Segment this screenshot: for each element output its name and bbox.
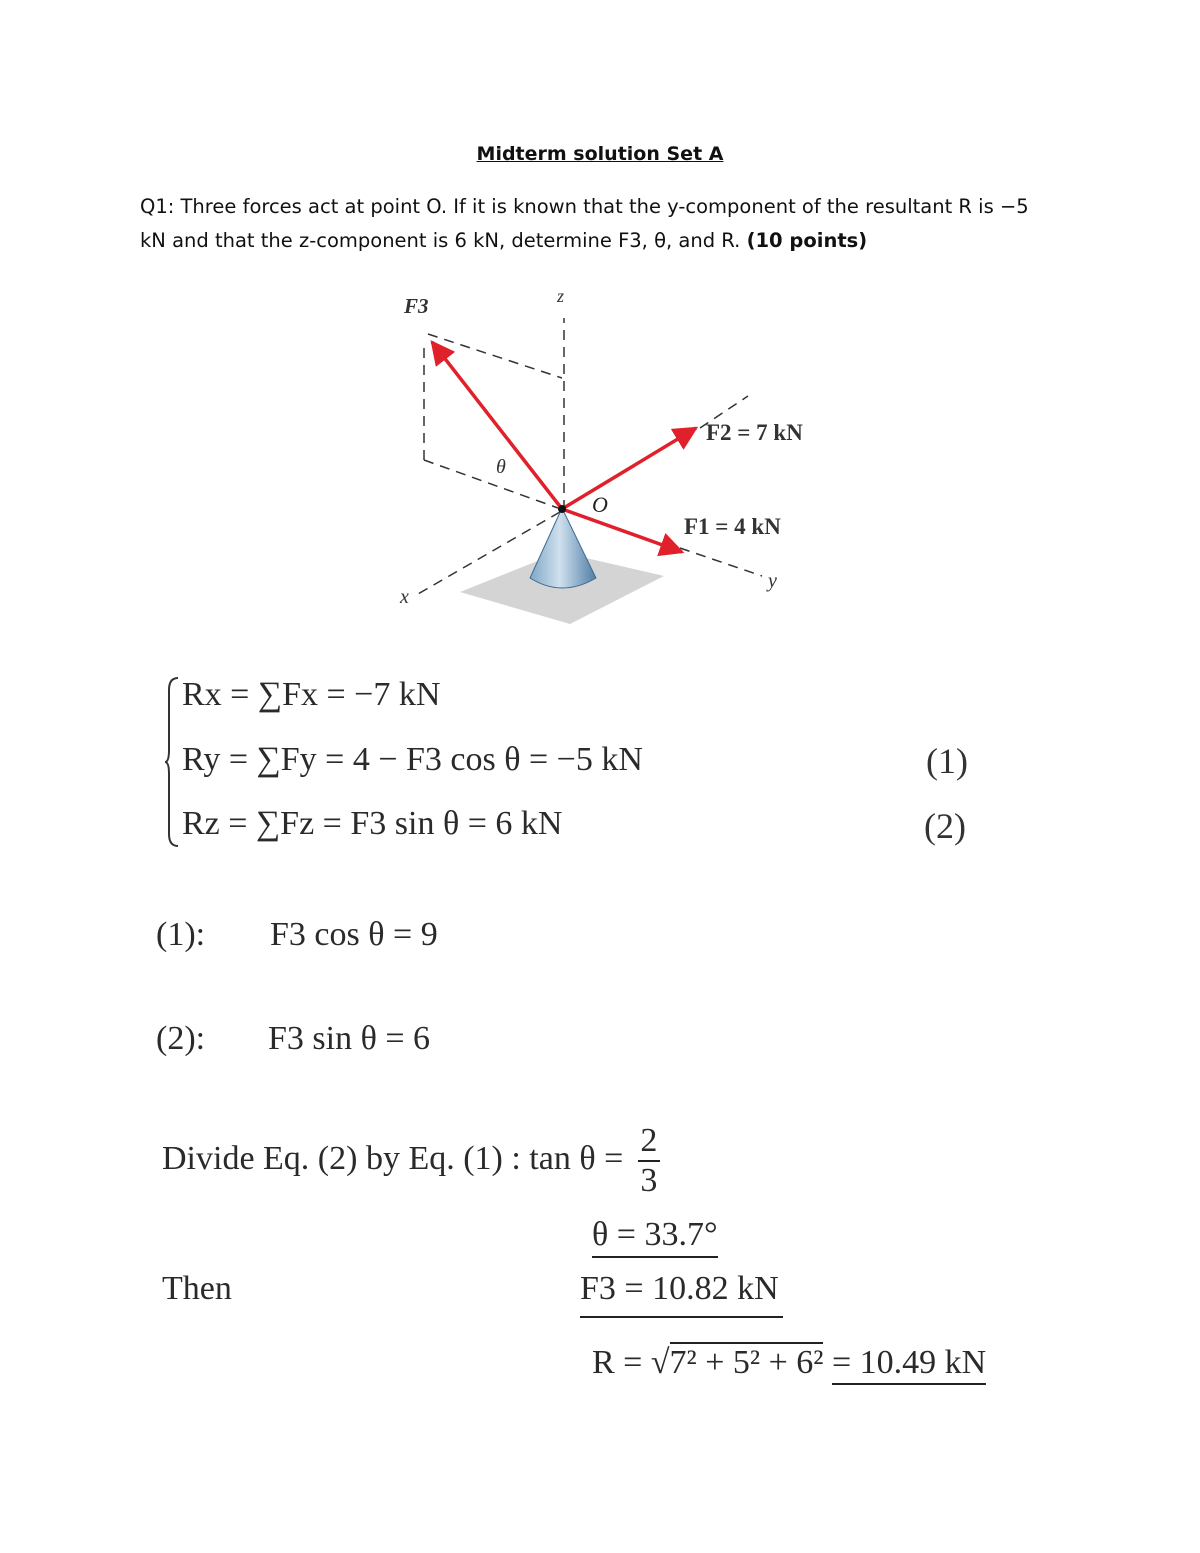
point-o-label: O (592, 492, 608, 517)
fraction-denominator: 3 (640, 1162, 658, 1199)
f3-projection-bottom (424, 460, 558, 508)
r-lhs: R = (592, 1344, 643, 1381)
axis-z-label: z (557, 286, 565, 306)
divide-statement (162, 1124, 660, 1198)
step2-expression: F3 sin θ = 6 (268, 1020, 431, 1057)
r-result-value: = 10.49 kN (832, 1344, 986, 1385)
f2-label: F2 = 7 kN (706, 420, 803, 445)
f3-projection-top (428, 334, 562, 378)
force-f2-arrow (562, 428, 696, 509)
step2-label: (2): (156, 1020, 206, 1057)
fraction (638, 1124, 660, 1198)
support-cone (530, 508, 596, 588)
equation-rx: Rx = ∑Fx = −7 kN (182, 676, 441, 713)
equation-brace (165, 676, 179, 848)
equation-number-2: (2) (924, 806, 966, 846)
force-f3-arrow (432, 342, 562, 509)
y-axis-line (680, 548, 762, 576)
r-result-line (592, 1344, 986, 1382)
f3-label: F3 (404, 294, 429, 318)
equation-number-1: (1) (926, 741, 968, 781)
question-text (140, 190, 1060, 258)
question-body: Q1: Three forces act at point O. If it is known that the y-component of the resultant R is −5 kN and that the z-component is 6 kN, determine F3, θ, and R. (140, 195, 1029, 252)
step1-label: (1): (156, 916, 206, 953)
r-sqrt-expression: 7² + 5² + 6² (669, 1344, 824, 1381)
question-points: (10 points) (746, 229, 868, 252)
step1-expression: F3 cos θ = 9 (270, 916, 438, 953)
fraction-numerator: 2 (640, 1122, 658, 1159)
axis-x-label: x (400, 586, 409, 608)
sqrt-symbol: √ (650, 1344, 670, 1381)
page-title: Midterm solution Set A (476, 143, 724, 165)
equation-ry: Ry = ∑Fy = 4 − F3 cos θ = −5 kN (182, 741, 643, 778)
f3-result: F3 = 10.82 kN (580, 1270, 783, 1318)
point-o-dot (558, 505, 566, 513)
axis-y-label: y (768, 570, 777, 592)
then-label: Then (162, 1270, 232, 1307)
equation-rz: Rz = ∑Fz = F3 sin θ = 6 kN (182, 805, 563, 842)
theta-label: θ (496, 456, 506, 478)
divide-text: Divide Eq. (2) by Eq. (1) : tan θ = (162, 1139, 624, 1177)
f1-label: F1 = 4 kN (684, 514, 781, 539)
theta-result: θ = 33.7° (592, 1216, 718, 1258)
